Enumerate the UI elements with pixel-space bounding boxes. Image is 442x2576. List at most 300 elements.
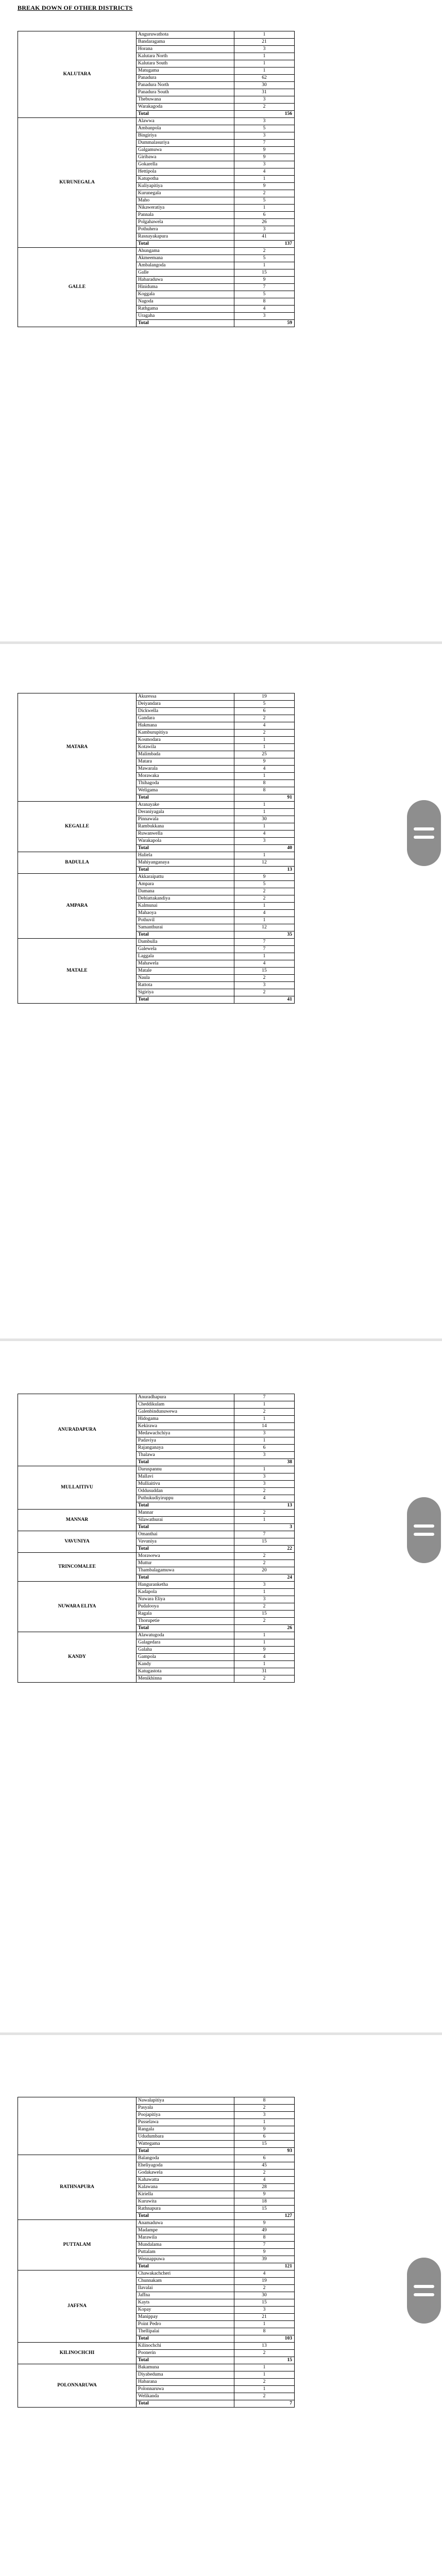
place-name: Sigiriya	[137, 989, 234, 996]
total-label: Total	[137, 2213, 234, 2220]
district-name: JAFFNA	[18, 2270, 137, 2343]
total-label: Total	[137, 867, 234, 874]
grip-line-icon	[414, 827, 434, 831]
table-row	[18, 2220, 295, 2227]
place-name: Eheliyagoda	[137, 2162, 234, 2170]
district-total: 91	[234, 794, 295, 802]
place-count: 2	[234, 2379, 295, 2386]
place-name: Kalutara South	[137, 60, 234, 67]
district-total: 41	[234, 996, 295, 1004]
table-row	[18, 1531, 295, 1538]
place-name: Mundalama	[137, 2242, 234, 2249]
place-name: Galaha	[137, 1647, 234, 1654]
place-name: Nikaweratiya	[137, 205, 234, 212]
place-count: 8	[234, 298, 295, 306]
place-count: 2	[234, 2393, 295, 2400]
total-label: Total	[137, 1524, 234, 1531]
place-count: 7	[234, 946, 295, 953]
district-total: 13	[234, 1502, 295, 1510]
place-name: Rattota	[137, 982, 234, 989]
place-name: Chawakachcheri	[137, 2270, 234, 2278]
place-name: Dehiattakandiya	[137, 895, 234, 903]
district-table	[18, 1394, 295, 1683]
page-divider	[0, 641, 442, 644]
place-count: 4	[234, 168, 295, 176]
place-name: Marawila	[137, 2234, 234, 2242]
place-count: 1	[234, 852, 295, 859]
district-name: MATARA	[18, 693, 137, 802]
place-count: 8	[234, 2234, 295, 2242]
place-name: Polgahawela	[137, 219, 234, 226]
place-name: Galagedara	[137, 1639, 234, 1647]
place-name: Pinnawala	[137, 816, 234, 823]
place-count: 2	[234, 888, 295, 895]
district-table	[18, 2097, 295, 2408]
place-count: 2	[234, 1409, 295, 1416]
place-name: Deiyandara	[137, 701, 234, 708]
report-page-2	[18, 693, 294, 1004]
place-name: Matale	[137, 968, 234, 975]
place-name: Mulliaitivu	[137, 1481, 234, 1488]
place-name: Mannar	[137, 1510, 234, 1517]
place-name: Nawalapitiya	[137, 2097, 234, 2105]
place-count: 3	[234, 2112, 295, 2119]
scroll-handle[interactable]	[407, 2258, 441, 2324]
grip-line-icon	[414, 1524, 434, 1528]
district-name: RATHNAPURA	[18, 2155, 137, 2220]
place-count: 5	[234, 701, 295, 708]
district-total: 24	[234, 1574, 295, 1582]
place-name: Polonnaruwa	[137, 2386, 234, 2393]
place-count: 2	[234, 2105, 295, 2112]
place-count: 4	[234, 960, 295, 968]
place-count: 3	[234, 1596, 295, 1603]
district-name: MANNAR	[18, 1510, 137, 1531]
place-count: 1	[234, 176, 295, 183]
district-total: 15	[234, 2357, 295, 2364]
place-count: 3	[234, 313, 295, 320]
place-name: Ambanpola	[137, 125, 234, 132]
place-count: 2	[234, 190, 295, 197]
place-count: 1	[234, 1437, 295, 1445]
place-count: 13	[234, 2343, 295, 2350]
place-count: 3	[234, 838, 295, 845]
place-count: 1	[234, 1632, 295, 1639]
place-count: 3	[234, 982, 295, 989]
place-name: Kiriella	[137, 2191, 234, 2198]
place-name: Cheddikulam	[137, 1401, 234, 1409]
place-count: 8	[234, 780, 295, 787]
place-count: 4	[234, 722, 295, 730]
place-count: 1	[234, 31, 295, 39]
place-count: 4	[234, 910, 295, 917]
table-row	[18, 2270, 295, 2278]
place-name: Ilavalai	[137, 2285, 234, 2292]
district-name: VAVUNIYA	[18, 1531, 137, 1553]
place-count: 2	[234, 2285, 295, 2292]
place-name: Mahiyanganaya	[137, 859, 234, 867]
place-count: 4	[234, 306, 295, 313]
place-name: Wattegama	[137, 2141, 234, 2148]
district-total: 93	[234, 2148, 295, 2155]
total-label: Total	[137, 2148, 234, 2155]
place-name: Galenbindunuwewa	[137, 1409, 234, 1416]
place-name: Dambulla	[137, 939, 234, 946]
place-count: 6	[234, 1445, 295, 1452]
district-name: GALLE	[18, 248, 137, 327]
place-name: Kalutara North	[137, 53, 234, 60]
place-count: 1	[234, 2321, 295, 2328]
place-name: Bakamuna	[137, 2364, 234, 2371]
place-name: Vavuniya	[137, 1538, 234, 1546]
district-table	[18, 31, 295, 327]
place-count: 4	[234, 2270, 295, 2278]
total-label: Total	[137, 2357, 234, 2364]
page-divider	[0, 1338, 442, 1341]
place-count: 3	[234, 1481, 295, 1488]
place-name: Pudalooya	[137, 1603, 234, 1611]
place-count: 31	[234, 89, 295, 96]
place-count: 3	[234, 226, 295, 233]
total-label: Total	[137, 1546, 234, 1553]
table-row	[18, 2364, 295, 2371]
total-label: Total	[137, 2400, 234, 2408]
table-row	[18, 118, 295, 125]
district-total: 121	[234, 2263, 295, 2270]
report-page-4	[18, 2097, 294, 2408]
place-count: 2	[234, 989, 295, 996]
scroll-handle[interactable]	[407, 1497, 441, 1563]
place-name: Warakagoda	[137, 104, 234, 111]
district-name: PUTTALAM	[18, 2220, 137, 2270]
place-name: Wennappuwa	[137, 2256, 234, 2263]
place-count: 62	[234, 75, 295, 82]
district-name: KILINOCHCHI	[18, 2343, 137, 2364]
total-label: Total	[137, 996, 234, 1004]
page-title: BREAK DOWN OF OTHER DISTRICTS	[18, 4, 133, 11]
place-name: Hakmana	[137, 722, 234, 730]
place-name: Ampara	[137, 881, 234, 888]
place-name: Habaraduwa	[137, 277, 234, 284]
place-count: 2	[234, 975, 295, 982]
place-name: Katupotha	[137, 176, 234, 183]
place-count: 9	[234, 277, 295, 284]
place-name: Hanguranketha	[137, 1582, 234, 1589]
place-name: Kalmunai	[137, 903, 234, 910]
place-name: Malimbada	[137, 751, 234, 758]
table-row	[18, 248, 295, 255]
grip-line-icon	[414, 836, 434, 839]
place-count: 1	[234, 1517, 295, 1524]
place-count: 1	[234, 2119, 295, 2126]
place-count: 4	[234, 766, 295, 773]
place-count: 30	[234, 82, 295, 89]
place-count: 1	[234, 903, 295, 910]
place-name: Akmeemana	[137, 255, 234, 262]
place-count: 2	[234, 1618, 295, 1625]
place-name: Puttalam	[137, 2249, 234, 2256]
place-name: Ruwanwella	[137, 831, 234, 838]
place-count: 3	[234, 2307, 295, 2314]
place-name: Menikhinna	[137, 1675, 234, 1683]
place-count: 49	[234, 2227, 295, 2234]
place-count: 7	[234, 1394, 295, 1401]
place-name: Deraniyagala	[137, 809, 234, 816]
place-name: Kalawana	[137, 2184, 234, 2191]
district-name: KURUNEGALA	[18, 118, 137, 248]
place-count: 1	[234, 802, 295, 809]
place-name: Kilinochchi	[137, 2343, 234, 2350]
place-name: Ududumbara	[137, 2133, 234, 2141]
place-count: 7	[234, 2242, 295, 2249]
place-count: 1	[234, 1589, 295, 1596]
district-name: NUWARA ELIYA	[18, 1582, 137, 1632]
place-name: Anuradhapura	[137, 1394, 234, 1401]
place-name: Kurunegala	[137, 190, 234, 197]
place-count: 31	[234, 1668, 295, 1675]
district-total: 38	[234, 1459, 295, 1466]
grip-line-icon	[414, 2293, 434, 2296]
place-name: Bingiriya	[137, 132, 234, 140]
place-name: Giribawa	[137, 154, 234, 161]
place-name: Kekirawa	[137, 1423, 234, 1430]
place-count: 3	[234, 118, 295, 125]
place-name: Anguruwathota	[137, 31, 234, 39]
place-count: 19	[234, 693, 295, 701]
place-count: 7	[234, 939, 295, 946]
place-name: Kotawila	[137, 744, 234, 751]
grip-line-icon	[414, 1533, 434, 1536]
place-name: Thalawa	[137, 1452, 234, 1459]
district-total: 103	[234, 2335, 295, 2343]
place-count: 5	[234, 255, 295, 262]
place-name: Aranayake	[137, 802, 234, 809]
place-count: 30	[234, 2292, 295, 2299]
place-count: 3	[234, 1582, 295, 1589]
place-name: Thorupetie	[137, 1618, 234, 1625]
district-total: 127	[234, 2213, 295, 2220]
total-label: Total	[137, 1574, 234, 1582]
place-count: 1	[234, 737, 295, 744]
place-count: 6	[234, 2155, 295, 2162]
place-count: 8	[234, 787, 295, 794]
place-name: Weligama	[137, 787, 234, 794]
place-name: Matara	[137, 758, 234, 766]
report-page-3	[18, 1394, 294, 1683]
place-name: Hidogama	[137, 1416, 234, 1423]
place-count: 2	[234, 1553, 295, 1560]
place-count: 28	[234, 2184, 295, 2191]
place-count: 2	[234, 715, 295, 722]
place-count: 15	[234, 269, 295, 277]
place-count: 1	[234, 773, 295, 780]
district-total: 156	[234, 111, 295, 118]
place-name: Gandara	[137, 715, 234, 722]
total-label: Total	[137, 794, 234, 802]
place-name: Puthukudiyiruppu	[137, 1495, 234, 1502]
table-row	[18, 874, 295, 881]
place-name: Morawaka	[137, 773, 234, 780]
place-count: 1	[234, 53, 295, 60]
place-name: Kamburupitiya	[137, 730, 234, 737]
place-name: Point Pedro	[137, 2321, 234, 2328]
place-name: Galle	[137, 269, 234, 277]
report-page-1	[18, 31, 294, 327]
place-name: Muttur	[137, 1560, 234, 1567]
place-name: Nuwara Eliya	[137, 1596, 234, 1603]
place-name: Thebuwana	[137, 96, 234, 104]
place-count: 15	[234, 2206, 295, 2213]
place-name: Uragaha	[137, 313, 234, 320]
place-name: Kandy	[137, 1661, 234, 1668]
place-count: 12	[234, 859, 295, 867]
place-count: 4	[234, 1654, 295, 1661]
place-count: 5	[234, 197, 295, 205]
place-count: 26	[234, 219, 295, 226]
place-name: Warakapola	[137, 838, 234, 845]
place-count: 8	[234, 2097, 295, 2105]
place-count: 3	[234, 1430, 295, 1437]
place-name: Galgamuwa	[137, 147, 234, 154]
place-count: 4	[234, 831, 295, 838]
place-count: 20	[234, 1567, 295, 1574]
place-count: 41	[234, 233, 295, 241]
place-name: Pothuvil	[137, 917, 234, 924]
place-name: Medawachchiya	[137, 1430, 234, 1437]
place-count: 1	[234, 205, 295, 212]
total-label: Total	[137, 1459, 234, 1466]
place-count: 45	[234, 2162, 295, 2170]
place-count: 2	[234, 1603, 295, 1611]
district-total: 137	[234, 241, 295, 248]
district-total: 26	[234, 1625, 295, 1632]
district-name: MATALE	[18, 939, 137, 1004]
place-count: 9	[234, 2191, 295, 2198]
place-count: 2	[234, 895, 295, 903]
place-name: Kadapola	[137, 1589, 234, 1596]
place-count: 12	[234, 924, 295, 931]
place-name: Dickwella	[137, 708, 234, 715]
place-count: 1	[234, 953, 295, 960]
place-name: Laggala	[137, 953, 234, 960]
place-name: Pasyala	[137, 2105, 234, 2112]
place-count: 3	[234, 132, 295, 140]
place-count: 1	[234, 1416, 295, 1423]
place-name: Mahawela	[137, 960, 234, 968]
place-name: Welikanda	[137, 2393, 234, 2400]
place-name: Manippay	[137, 2314, 234, 2321]
table-row	[18, 852, 295, 859]
place-count: 18	[234, 2198, 295, 2206]
place-name: Mawarala	[137, 766, 234, 773]
place-count: 9	[234, 183, 295, 190]
place-name: Kuruwita	[137, 2198, 234, 2206]
place-name: Kuliyapitiya	[137, 183, 234, 190]
total-label: Total	[137, 1625, 234, 1632]
place-count: 1	[234, 2364, 295, 2371]
place-name: Thihagoda	[137, 780, 234, 787]
place-name: Ragala	[137, 1611, 234, 1618]
place-name: Alawwa	[137, 118, 234, 125]
table-row	[18, 802, 295, 809]
place-name: Diyabeduma	[137, 2371, 234, 2379]
district-name: KANDY	[18, 1632, 137, 1683]
place-count: 2	[234, 1675, 295, 1683]
table-row	[18, 1582, 295, 1589]
total-label: Total	[137, 845, 234, 852]
district-table	[18, 693, 295, 1004]
place-name: Akuressa	[137, 693, 234, 701]
table-row	[18, 1394, 295, 1401]
place-name: Alawatugoda	[137, 1632, 234, 1639]
table-row	[18, 693, 295, 701]
place-name: Anamaduwa	[137, 2220, 234, 2227]
place-count: 19	[234, 2278, 295, 2285]
place-name: Panadura South	[137, 89, 234, 96]
place-count: 3	[234, 1452, 295, 1459]
place-count: 9	[234, 154, 295, 161]
place-name: Godakawela	[137, 2170, 234, 2177]
place-count: 15	[234, 968, 295, 975]
place-count: 4	[234, 1495, 295, 1502]
district-total: 40	[234, 845, 295, 852]
place-count: 2	[234, 248, 295, 255]
place-name: Rasnayakapura	[137, 233, 234, 241]
place-count: 2	[234, 104, 295, 111]
total-label: Total	[137, 2335, 234, 2343]
district-name: POLONNARUWA	[18, 2364, 137, 2408]
place-name: Dummalasuriya	[137, 140, 234, 147]
table-row	[18, 939, 295, 946]
place-count: 9	[234, 2249, 295, 2256]
scroll-handle[interactable]	[407, 800, 441, 866]
place-name: Akkaraipattu	[137, 874, 234, 881]
place-name: Rambukkana	[137, 823, 234, 831]
place-name: Morawewa	[137, 1553, 234, 1560]
table-row	[18, 1632, 295, 1639]
place-name: Rajanganaya	[137, 1445, 234, 1452]
place-count: 1	[234, 1401, 295, 1409]
place-count: 39	[234, 2256, 295, 2263]
total-label: Total	[137, 931, 234, 939]
place-count: 6	[234, 2133, 295, 2141]
place-count: 6	[234, 212, 295, 219]
place-count: 1	[234, 1466, 295, 1473]
place-name: Damana	[137, 888, 234, 895]
place-name: Gampola	[137, 1654, 234, 1661]
district-total: 13	[234, 867, 295, 874]
place-count: 30	[234, 816, 295, 823]
place-name: Madampe	[137, 2227, 234, 2234]
district-total: 3	[234, 1524, 295, 1531]
place-name: Bandaragama	[137, 39, 234, 46]
place-count: 1	[234, 2371, 295, 2379]
place-name: Kayts	[137, 2299, 234, 2307]
place-name: Rathgama	[137, 306, 234, 313]
place-count: 9	[234, 874, 295, 881]
place-name: Kopay	[137, 2307, 234, 2314]
total-label: Total	[137, 2263, 234, 2270]
place-name: Thambalagamuwa	[137, 1567, 234, 1574]
place-name: Thellipalai	[137, 2328, 234, 2335]
total-label: Total	[137, 320, 234, 327]
place-count: 7	[234, 284, 295, 291]
place-count: 15	[234, 1611, 295, 1618]
place-count: 21	[234, 39, 295, 46]
place-count: 2	[234, 730, 295, 737]
place-name: Haliela	[137, 852, 234, 859]
district-total: 7	[234, 2400, 295, 2408]
